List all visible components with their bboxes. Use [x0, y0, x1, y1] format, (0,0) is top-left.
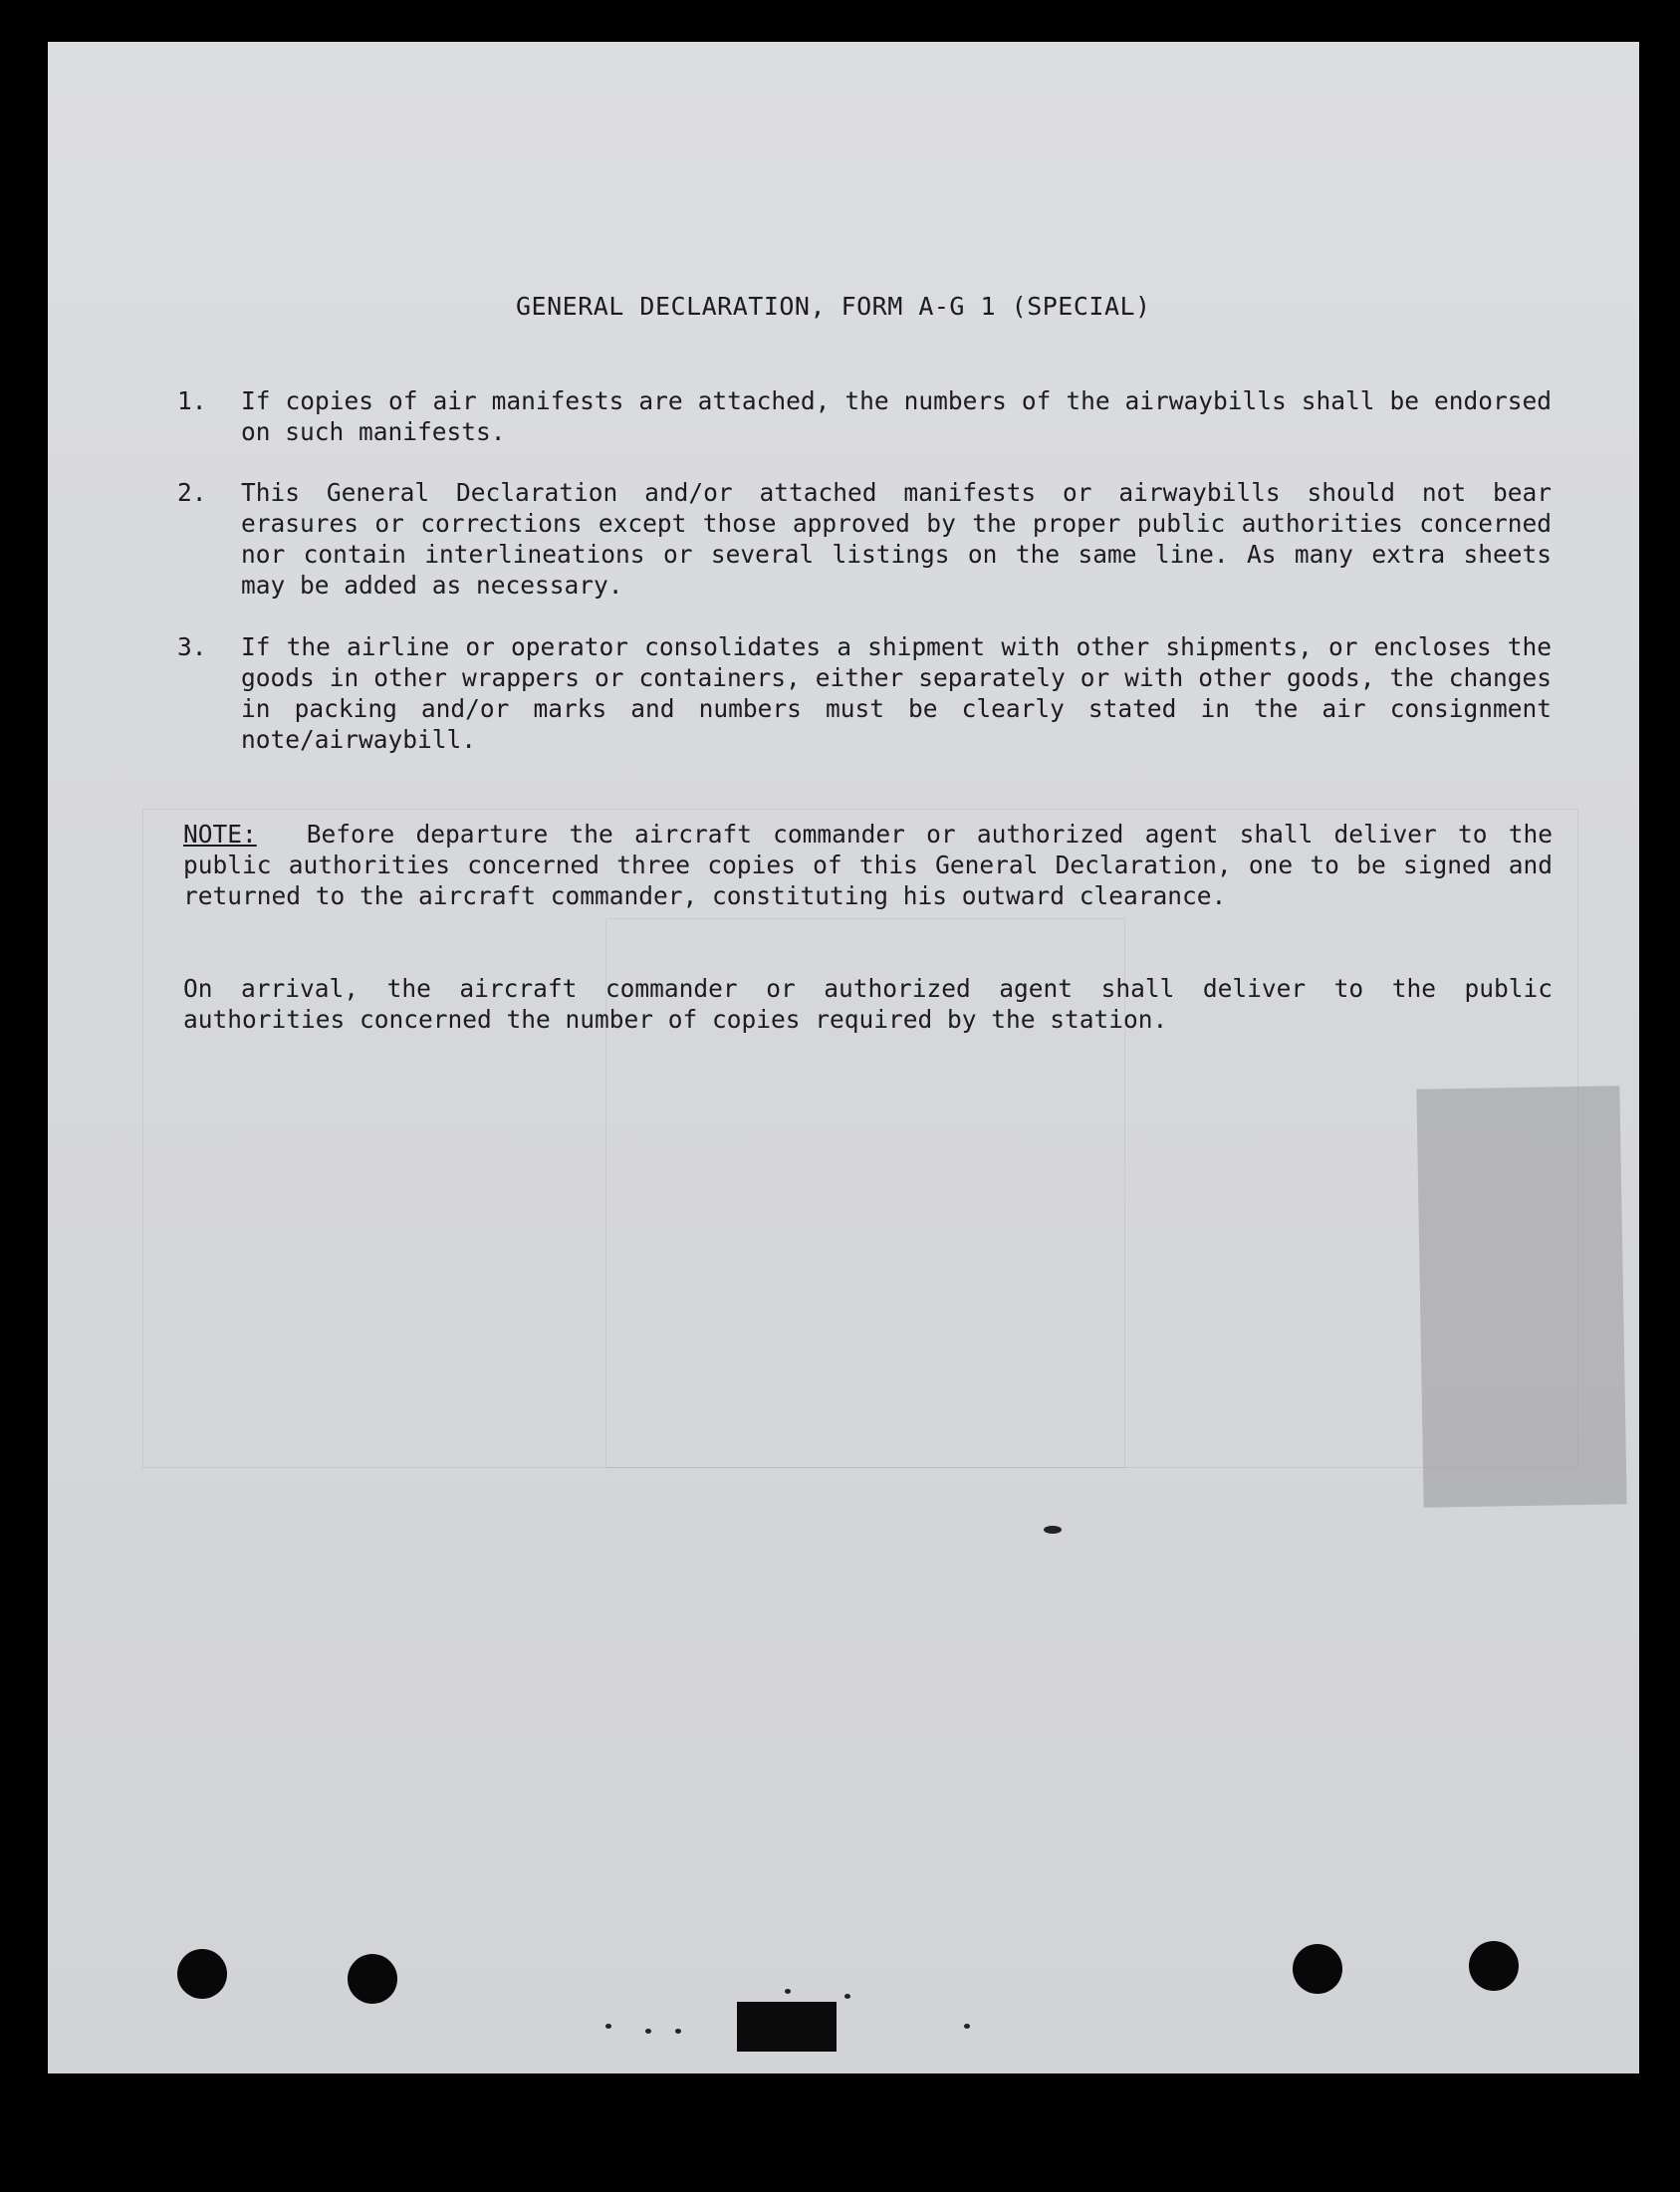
- ink-speck: [844, 1994, 850, 1999]
- list-item-text: This General Declaration and/or attached manifests or airwaybills should not bear erasures or corrections except those approved by the proper public authorities concerned nor contain interlineations or several listings on the same line. As many extra sheets may be added as necessary.: [241, 478, 1552, 600]
- list-item-text: If copies of air manifests are attached, the numbers of the airwaybills shall be endorsed on such manifests.: [241, 386, 1552, 446]
- ink-speck: [605, 2024, 611, 2029]
- list-item-number: 3.: [177, 632, 207, 661]
- punch-hole: [177, 1949, 227, 1999]
- list-item: [177, 385, 1552, 447]
- arrival-paragraph: On arrival, the aircraft commander or authorized agent shall deliver to the public authorities concerned the number of copies required by the station.: [183, 974, 1553, 1034]
- list-item-number: 1.: [177, 386, 207, 415]
- tape-stain: [1416, 1086, 1626, 1507]
- list-item: [177, 631, 1552, 755]
- list-item-text: If the airline or operator consolidates a shipment with other shipments, or encloses the goods in other wrappers or containers, either separately or with other goods, the changes in packing and/or marks and numbers must be clearly stated in the air consignment note/airwaybill.: [241, 632, 1552, 754]
- document-page: [48, 42, 1639, 2073]
- note-text: Before departure the aircraft commander or authorized agent shall deliver to the public authorities concerned three copies of this General Declaration, one to be signed and returned to the aircraft commander, constituting his outward clearance.: [183, 820, 1553, 910]
- ink-speck: [645, 2029, 651, 2034]
- ink-speck: [675, 2029, 681, 2034]
- ink-speck: [785, 1989, 791, 1994]
- list-item-number: 2.: [177, 478, 207, 507]
- punch-hole: [1293, 1944, 1342, 1994]
- punch-hole: [1469, 1941, 1519, 1991]
- punch-hole: [348, 1954, 397, 2004]
- document-title: GENERAL DECLARATION, FORM A-G 1 (SPECIAL): [516, 292, 1151, 321]
- ink-speck: [1044, 1526, 1062, 1534]
- ink-speck: [964, 2024, 970, 2029]
- binding-tab: [737, 2002, 837, 2052]
- note-paragraph: [183, 819, 1553, 911]
- note-label: NOTE:: [183, 820, 257, 849]
- list-item: [177, 477, 1552, 601]
